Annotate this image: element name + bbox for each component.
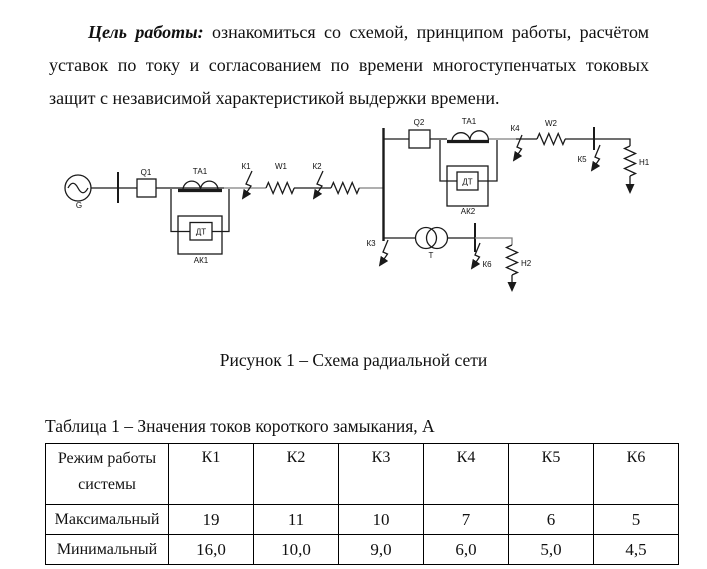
load-h1-symbol — [594, 139, 650, 192]
table-cell: 5 — [594, 505, 679, 535]
line-w1b-zigzag — [331, 183, 359, 194]
table-cell: 7 — [424, 505, 509, 535]
relay-ak1-symbol — [171, 189, 229, 265]
table-cell: 10,0 — [254, 535, 339, 565]
table-cell: 9,0 — [339, 535, 424, 565]
transformer-t-symbol — [416, 228, 448, 261]
table-col-header-k5: К5 — [509, 444, 594, 505]
ct-ta1-right-symbol — [447, 117, 489, 142]
table-row-label: Минимальный — [46, 535, 169, 565]
label-k5: К5 — [577, 155, 587, 164]
label-ta1-left: ТА1 — [192, 167, 208, 176]
fault-k2-symbol — [312, 162, 323, 198]
fault-k4-symbol — [510, 124, 522, 160]
table-cell: 4,5 — [594, 535, 679, 565]
label-ak1: АК1 — [193, 256, 209, 265]
objective-paragraph — [49, 16, 649, 115]
fault-currents-table — [45, 443, 679, 565]
label-k4: К4 — [510, 124, 520, 133]
label-k6: К6 — [482, 260, 492, 269]
label-t: Т — [428, 251, 434, 260]
table-cell: 10 — [339, 505, 424, 535]
label-w2: W2 — [545, 119, 557, 128]
fault-k3-symbol — [366, 239, 388, 265]
table-corner-header: Режим работы системы — [46, 444, 169, 505]
label-ak2: АК2 — [460, 207, 476, 216]
table-row-label: Максимальный — [46, 505, 169, 535]
line-w1-symbol — [266, 162, 294, 194]
table-cell: 6 — [509, 505, 594, 535]
table-col-header-k3: К3 — [339, 444, 424, 505]
table-cell: 5,0 — [509, 535, 594, 565]
label-k1: К1 — [241, 162, 251, 171]
ct-ta1-left-symbol — [178, 167, 222, 191]
fault-k1-symbol — [241, 162, 252, 198]
label-k3: К3 — [366, 239, 376, 248]
generator-symbol — [65, 175, 91, 210]
table-title: Таблица 1 – Значения токов короткого замыкания, А — [45, 416, 435, 436]
fault-k5-symbol — [577, 145, 600, 170]
table-cell: 6,0 — [424, 535, 509, 565]
label-q2: Q2 — [413, 118, 425, 127]
label-w1: W1 — [275, 162, 287, 171]
label-ta1-right: ТА1 — [461, 117, 477, 126]
label-q1: Q1 — [140, 168, 152, 177]
table-col-header-k2: К2 — [254, 444, 339, 505]
figure-caption: Рисунок 1 – Схема радиальной сети — [219, 350, 488, 370]
relay-ak2-symbol — [440, 140, 497, 216]
table-cell: 16,0 — [169, 535, 254, 565]
table-cell: 19 — [169, 505, 254, 535]
label-h2: Н2 — [521, 259, 532, 268]
table-row-min — [46, 535, 679, 565]
table-header-row — [46, 444, 679, 505]
objective-text: ознакомиться со схемой, принципом работы, расчётом уставок по току и согласованием по времени многоступенчатых токовых защит с независимой характеристикой выдержки времени. — [49, 22, 649, 108]
table-cell: 11 — [254, 505, 339, 535]
objective-lead: Цель работы: — [88, 22, 204, 42]
line-w2-symbol — [537, 119, 565, 145]
label-dt1: ДТ — [195, 227, 207, 237]
table-row-max — [46, 505, 679, 535]
table-col-header-k6: К6 — [594, 444, 679, 505]
figure-schematic — [0, 105, 707, 305]
label-generator: G — [75, 201, 83, 210]
breaker-q1-symbol — [137, 168, 156, 197]
label-h1: Н1 — [639, 158, 650, 167]
label-dt2: ДТ — [462, 177, 473, 187]
breaker-q2-symbol — [409, 118, 430, 148]
table-col-header-k1: К1 — [169, 444, 254, 505]
label-k2: К2 — [312, 162, 322, 171]
table-col-header-k4: К4 — [424, 444, 509, 505]
